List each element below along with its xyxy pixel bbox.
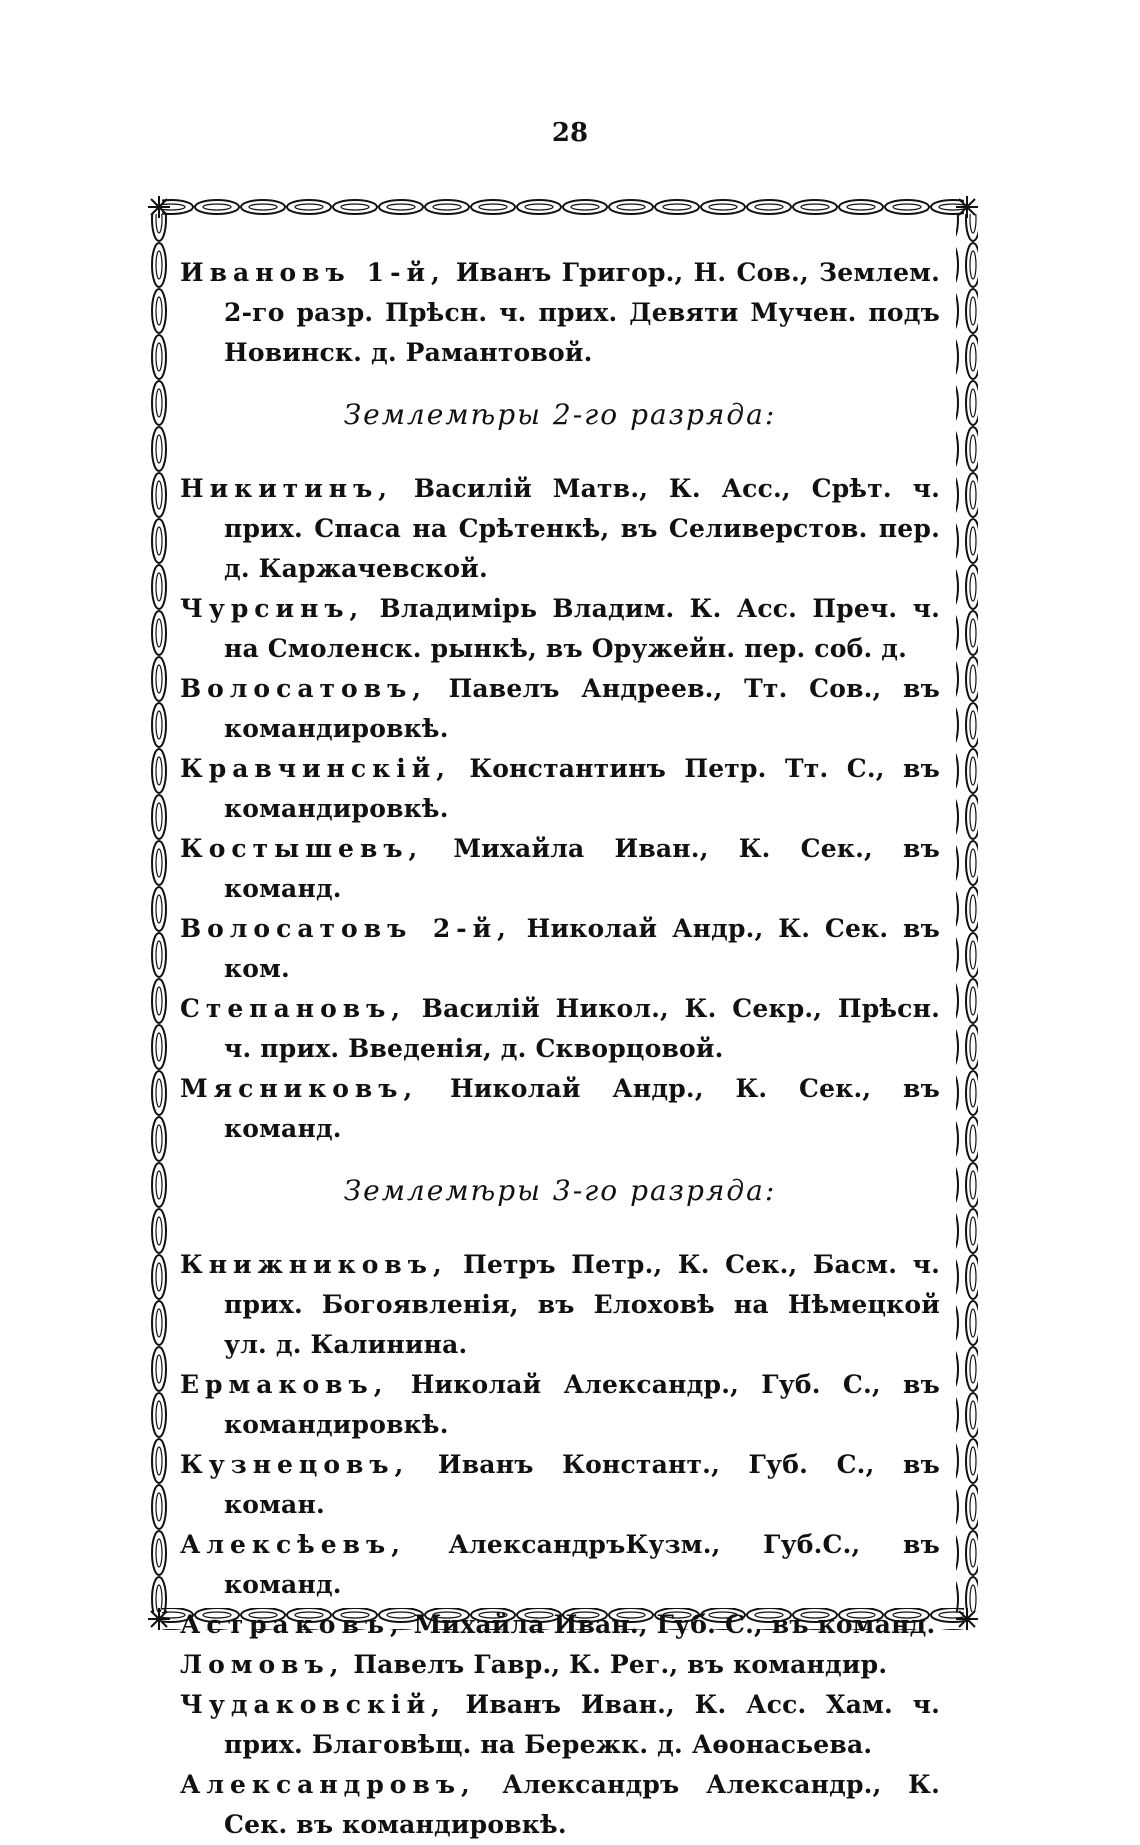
entry-text: Павелъ Гавр., К. Рег., въ командир. — [353, 1650, 888, 1679]
entry — [180, 1605, 940, 1645]
entry — [180, 909, 940, 989]
entry-text: Василій Никол., К. Секр., Прѣсн. ч. прих. Введенія, д. Скворцовой. — [224, 994, 941, 1063]
entry — [180, 749, 940, 829]
entry — [180, 1645, 940, 1685]
entry-surname: Астраковъ, — [180, 1610, 405, 1639]
entry-text: Михайла Иван., К. Сек., въ команд. — [224, 834, 940, 903]
entry-surname: Чурсинъ, — [180, 594, 365, 623]
entry — [180, 253, 940, 373]
entry-surname: Волосатовъ, — [180, 674, 427, 703]
entry-surname: Ермаковъ, — [180, 1370, 389, 1399]
entry-surname: Никитинъ, — [180, 474, 393, 503]
entry-surname: Мясниковъ, — [180, 1074, 419, 1103]
entry — [180, 1445, 940, 1525]
entry-surname: Ивановъ 1-й, — [180, 258, 446, 287]
section-heading: Землемѣры 3-го разряда: — [343, 1174, 777, 1207]
entry-surname: Степановъ, — [180, 994, 407, 1023]
entry-text: Петръ Петр., К. Сек., Басм. ч. прих. Богоявленія, въ Елоховѣ на Нѣмецкой ул. д. Калинина. — [224, 1250, 940, 1359]
entry — [180, 1685, 940, 1765]
entry — [180, 1525, 940, 1605]
entry-surname: Кузнецовъ, — [180, 1450, 410, 1479]
entry — [180, 669, 940, 749]
entry — [180, 1245, 940, 1365]
entry — [180, 1765, 940, 1845]
entry-text: Михайла Иван., Губ. С., въ команд. — [413, 1610, 936, 1639]
entry — [180, 469, 940, 589]
entry-surname: Волосатовъ 2-й, — [180, 914, 512, 943]
entry-surname: Костышевъ, — [180, 834, 424, 863]
entry-surname: Алексѣевъ, — [180, 1530, 406, 1559]
entry — [180, 829, 940, 909]
entry-text: Иванъ Григор., Н. Сов., Землем. 2-го разр. Прѣсн. ч. прих. Девяти Мучен. подъ Новинск. д. Рамантовой. — [224, 258, 941, 367]
entry-text: Николай Андр., К. Сек. въ ком. — [224, 914, 941, 983]
entry-surname: Александровъ, — [180, 1770, 476, 1799]
entry — [180, 989, 940, 1069]
entry-text: Николай Андр., К. Сек., въ команд. — [224, 1074, 941, 1143]
entry-text: Иванъ Констант., Губ. С., въ коман. — [224, 1450, 941, 1519]
entry-surname: Чудаковскій, — [180, 1690, 446, 1719]
entry-text: Павелъ Андреев., Тт. Сов., въ командировкѣ. — [224, 674, 941, 743]
entry-surname: Ломовъ, — [180, 1650, 345, 1679]
entry-text: Василій Матв., К. Асс., Срѣт. ч. прих. Спаса на Срѣтенкѣ, въ Селиверстов. пер. д. Каржачевской. — [224, 474, 940, 583]
entry-text: Александръ Александр., К. Сек. въ командировкѣ. — [224, 1770, 941, 1839]
entry-surname: Кравчинскій, — [180, 754, 451, 783]
entry — [180, 589, 940, 669]
entry-text: Николай Александр., Губ. С., въ командировкѣ. — [224, 1370, 940, 1439]
entry-text: АлександръКузм., Губ.С., въ команд. — [224, 1530, 940, 1599]
entry — [180, 1069, 940, 1149]
entry-text: Иванъ Иван., К. Асс. Хам. ч. прих. Благовѣщ. на Бережк. д. Аѳонасьева. — [224, 1690, 941, 1759]
entry-text: Владимірь Владим. К. Асс. Преч. ч. на Смоленск. рынкѣ, въ Оружейн. пер. соб. д. — [224, 594, 940, 663]
page-content — [180, 253, 940, 1845]
section-heading: Землемѣры 2-го разряда: — [343, 398, 777, 431]
page-number: 28 — [551, 118, 589, 148]
entry-text: Константинъ Петр. Тт. С., въ командировкѣ. — [224, 754, 941, 823]
entry — [180, 1365, 940, 1445]
entry-surname: Книжниковъ, — [180, 1250, 448, 1279]
